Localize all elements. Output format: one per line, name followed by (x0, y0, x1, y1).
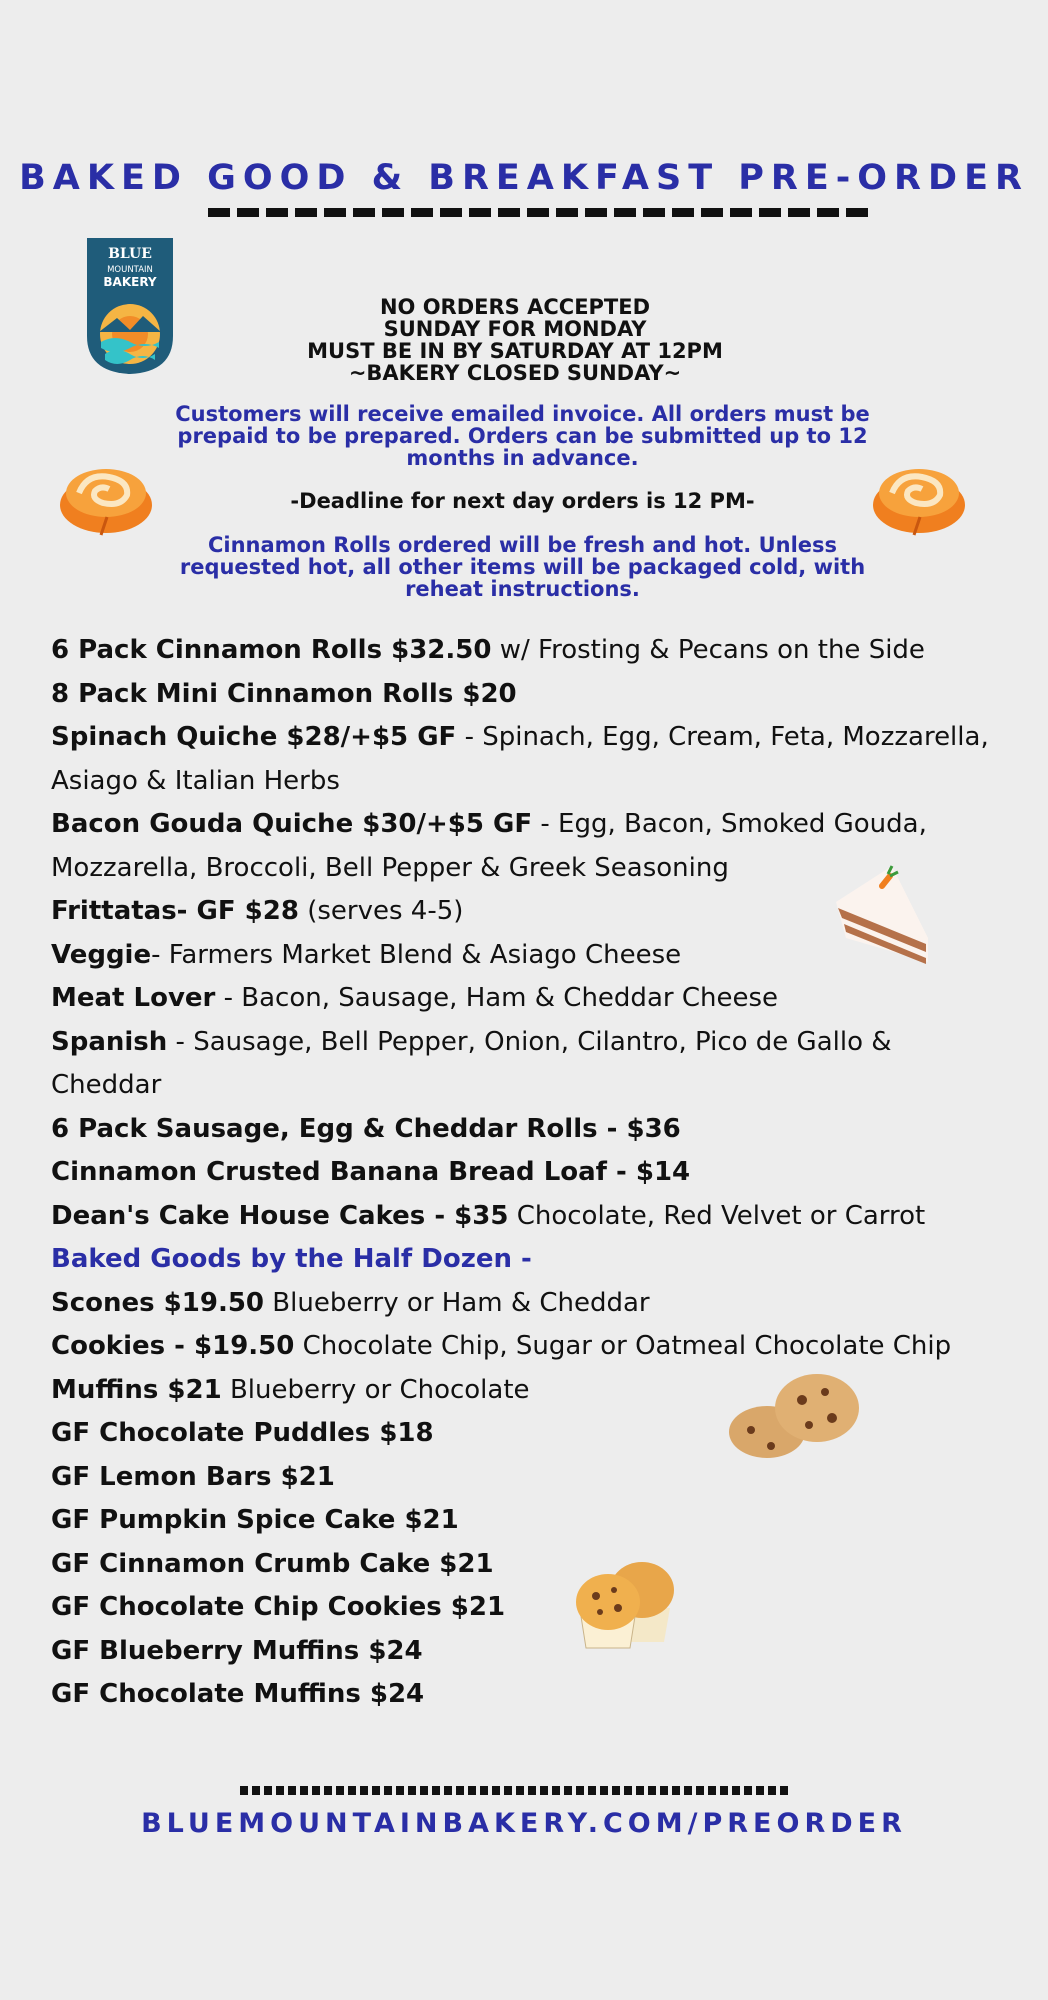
menu-item: Dean's Cake House Cakes - $35 Chocolate, Red Velvet or Carrot (51, 1200, 926, 1231)
menu-item-desc: Asiago & Italian Herbs (51, 765, 340, 796)
menu-item: Frittatas- GF $28 (serves 4-5) (51, 896, 464, 926)
note-line: prepaid to be prepared. Orders can be submitted up to 12 (177, 424, 868, 448)
cinnamon-roll-icon (57, 455, 155, 537)
deadline-note: -Deadline for next day orders is 12 PM- (290, 489, 755, 513)
menu-item: Cookies - $19.50 Chocolate Chip, Sugar or Oatmeal Chocolate Chip (51, 1331, 952, 1361)
bakery-logo (85, 236, 175, 376)
menu-item: Bacon Gouda Quiche $30/+$5 GF - Egg, Bacon, Smoked Gouda, (51, 809, 927, 839)
note-line: reheat instructions. (405, 577, 640, 601)
note-line: months in advance. (406, 446, 639, 470)
notice-line: ~BAKERY CLOSED SUNDAY~ (348, 361, 682, 385)
menu-item: GF Chocolate Chip Cookies $21 (51, 1592, 506, 1622)
note-line: Customers will receive emailed invoice. All orders must be (175, 402, 870, 426)
menu-item: GF Lemon Bars $21 (51, 1461, 335, 1492)
page-title: BAKED GOOD & BREAKFAST PRE-ORDER (19, 158, 1029, 198)
menu-item: GF Cinnamon Crumb Cake $21 (51, 1548, 494, 1579)
menu-item: GF Pumpkin Spice Cake $21 (51, 1505, 459, 1535)
preorder-link[interactable]: BLUEMOUNTAINBAKERY.COM/PREORDER (141, 1808, 907, 1839)
dotted-divider (240, 1786, 788, 1795)
menu-item: GF Chocolate Muffins $24 (51, 1679, 425, 1709)
menu-item: 6 Pack Cinnamon Rolls $32.50 w/ Frosting & Pecans on the Side (51, 635, 925, 665)
menu-item: Veggie- Farmers Market Blend & Asiago Cheese (51, 939, 682, 970)
menu-item: Muffins $21 Blueberry or Chocolate (51, 1374, 530, 1405)
invoice-note (150, 403, 895, 469)
notice-line: SUNDAY FOR MONDAY (383, 317, 647, 341)
svg-text:BAKERY: BAKERY (103, 275, 157, 289)
menu-item: Scones $19.50 Blueberry or Ham & Cheddar (51, 1287, 650, 1318)
menu-item: 6 Pack Sausage, Egg & Cheddar Rolls - $36 (51, 1113, 681, 1144)
notice-line: NO ORDERS ACCEPTED (379, 295, 651, 319)
cinnamon-roll-icon (870, 455, 968, 537)
order-notice (290, 296, 740, 384)
menu-item: GF Blueberry Muffins $24 (51, 1635, 423, 1666)
section-heading: Baked Goods by the Half Dozen - (51, 1244, 532, 1274)
fresh-note (150, 534, 895, 600)
menu-item: Cinnamon Crusted Banana Bread Loaf - $14 (51, 1157, 691, 1187)
menu-item: Meat Lover - Bacon, Sausage, Ham & Cheddar Cheese (51, 983, 778, 1013)
menu-item-desc: Mozzarella, Broccoli, Bell Pepper & Greek Seasoning (51, 852, 729, 883)
notice-line: MUST BE IN BY SATURDAY AT 12PM (307, 339, 723, 363)
svg-text:BLUE: BLUE (108, 246, 152, 262)
menu-item: 8 Pack Mini Cinnamon Rolls $20 (51, 678, 517, 709)
menu-item-desc: Cheddar (51, 1070, 162, 1100)
menu-item: Spinach Quiche $28/+$5 GF - Spinach, Egg, Cream, Feta, Mozzarella, (51, 722, 989, 752)
note-line: Cinnamon Rolls ordered will be fresh and hot. Unless (207, 533, 838, 557)
menu-item: GF Chocolate Puddles $18 (51, 1418, 434, 1448)
menu-item: Spanish - Sausage, Bell Pepper, Onion, Cilantro, Pico de Gallo & (51, 1026, 892, 1057)
svg-text:MOUNTAIN: MOUNTAIN (107, 265, 153, 275)
note-line: requested hot, all other items will be packaged cold, with (179, 555, 866, 579)
menu-list (51, 629, 1011, 1717)
dashed-divider (208, 208, 868, 217)
